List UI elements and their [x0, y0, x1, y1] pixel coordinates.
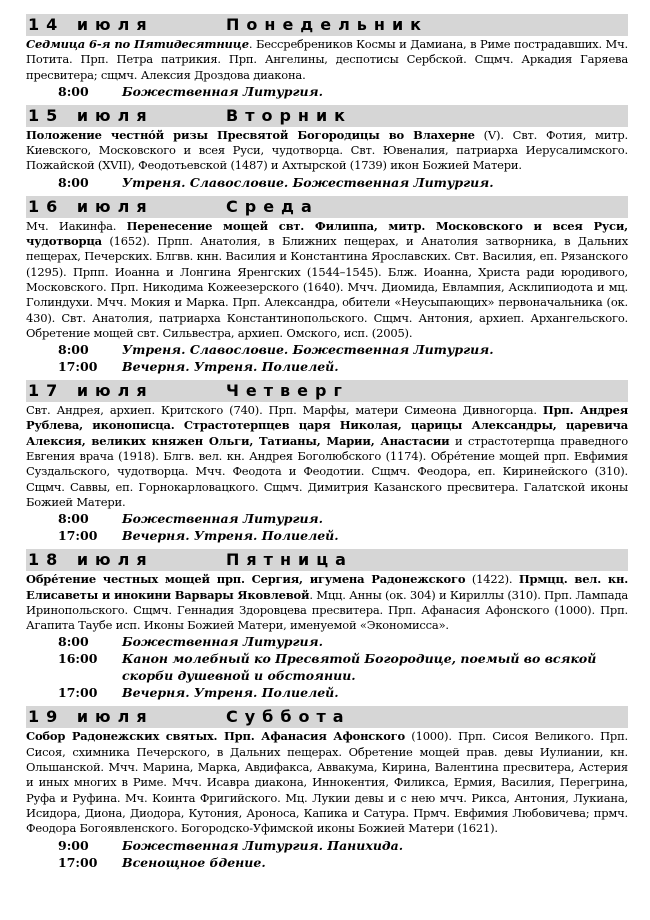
service-time: 8:00 — [58, 511, 89, 527]
service-time: 16:00 — [58, 651, 98, 667]
service-name: Всенощное бдение. — [122, 854, 266, 870]
day-header — [26, 14, 628, 36]
day-weekday: Вторник — [226, 105, 353, 125]
day-date: 17 июля — [28, 381, 154, 401]
commemoration-text: (1000). Прп. Сисоя Великого. Прп. Сисоя, схимника Печерского, в Дальних пещерах. Обретение мощей прав. девы Иулиании, кн. Ольшанской. Мчч. Марина, Марка, Авдифакса, Аввакума, Кирина, Валентина пресвитера, Астерия и иных многих в Риме. Мчч. Исавра диакона, Иннокентия, Филикса, Ермия, Василия, Перегрина, Руфа и Руфина. Мч. Коинта Фригийского. Мц. Лукии девы и с нею мчч. Рикса, Антония, Лукиана, Исидора, Диона, Диодора, Кутония, Ароноса, Капика и Сатура. Прмч. Евфимия Любовичева; прмч. Феодора Богоявленского. Богородско-Уфимской иконы Божией Матери (1621). — [26, 729, 628, 836]
feast-highlight: Обре́тение честных мощей прп. Сергия, игумена Радонежского — [26, 572, 466, 587]
service-name: Божественная Литургия. Панихида. — [122, 837, 404, 853]
day-commemorations — [26, 403, 628, 510]
service-time: 8:00 — [58, 634, 89, 650]
commemoration-text: Мч. Иакинфа. — [26, 218, 127, 233]
day-commemorations — [26, 729, 628, 836]
day-block — [26, 196, 628, 375]
service-time: 17:00 — [58, 528, 98, 544]
day-header — [26, 196, 628, 218]
day-block — [26, 380, 628, 544]
commemoration-text: . Мцц. Анны (ок. 304) и Кириллы (310). Прп. Лампада Иринопольского. Сщмч. Геннадия Здоровцева пресвитера. Прп. Афанасия Афонского (1000). Прп. Агапита Таубе исп. Иконы Божией Матери, именуемой «Экономисса». — [26, 587, 628, 633]
service-name: Божественная Литургия. — [122, 83, 323, 99]
service-time: 8:00 — [58, 174, 89, 190]
schedule-page — [26, 14, 628, 876]
service-name: Вечерня. Утреня. Полиелей. — [122, 528, 339, 544]
service-name: Вечерня. Утреня. Полиелей. — [122, 685, 339, 701]
service-row — [26, 854, 628, 871]
day-date: 18 июля — [28, 550, 154, 570]
day-weekday: Четверг — [226, 381, 349, 401]
day-block — [26, 14, 628, 100]
service-name: Божественная Литургия. — [122, 634, 323, 650]
day-weekday: Среда — [226, 196, 319, 216]
service-name: Канон молебный ко Пресвятой Богородице, поемый во всякой скорби душевной и обстоянии. — [122, 651, 597, 684]
feast-highlight: Прп. Андрея Рублева, иконописца. Страстотерпцев царя Николая, царицы Александры, царевича Алексия, великих княжен Ольги, Татианы, Марии, Анастасии — [26, 403, 628, 448]
commemoration-text: Свт. Андрея, архиеп. Критского (740). Прп. Марфы, матери Симеона Дивногорца. — [26, 403, 543, 418]
day-header — [26, 380, 628, 402]
day-weekday: Пятница — [226, 550, 353, 570]
day-block — [26, 706, 628, 870]
service-row — [26, 633, 628, 650]
day-header — [26, 549, 628, 571]
commemoration-text: (1652). Прпп. Анатолия, в Ближних пещерах, и Анатолия затворника, в Дальних пещерах, Печерских. Блгвв. кнн. Василия и Константина Ярославских. Свт. Василия, еп. Рязанского (1295). Прпп. Иоанна и Лонгина Яренгских (1544–1545). Блж. Иоанна, Христа ради юродивого, Московского. Прп. Никодима Кожеезерского (1640). Мчч. Диомида, Евлампия, Асклипиодота и мц. Голиндухи. Мчч. Мокия и Марка. Прп. Александра, обители «Неусыпающих» первоначальника (ок. 430). Свт. Анатолия, патриарха Константинопольского. Сщмч. Антония, архиеп. Архангельского. Обретение мощей свт. Сильвестра, архиеп. Омского, исп. (2005). — [26, 234, 628, 340]
day-commemorations — [26, 572, 628, 633]
service-time: 17:00 — [58, 854, 98, 870]
service-row — [26, 837, 628, 854]
service-time: 17:00 — [58, 359, 98, 375]
service-name: Утреня. Славословие. Божественная Литургия. — [122, 342, 494, 358]
service-time: 8:00 — [58, 342, 89, 358]
service-name: Утреня. Славословие. Божественная Литургия. — [122, 174, 494, 190]
service-row — [26, 684, 628, 701]
service-time: 8:00 — [58, 83, 89, 99]
day-header — [26, 706, 628, 728]
day-date: 16 июля — [28, 196, 154, 216]
service-row — [26, 510, 628, 527]
service-row — [26, 650, 628, 684]
service-row — [26, 358, 628, 375]
feast-highlight: Положение честно́й ризы Пресвятой Богородицы во Влахерне — [26, 127, 475, 142]
days-list — [26, 14, 628, 871]
day-block — [26, 105, 628, 191]
commemoration-text: . Бессребреников Космы и Дамиана, в Риме пострадавших. Мч. Потита. Прп. Петра патрикия. Прп. Ангелины, деспотисы Сербской. Сщмч. Аркадия Гаряева пресвитера; сщмч. Алексия Дроздова диакона. — [26, 37, 628, 82]
commemoration-text: (1422). — [465, 572, 519, 587]
feast-highlight: Прмцц. вел. кн. Елисаветы и инокини Варвары Яковлевой — [26, 572, 628, 602]
day-weekday: Понедельник — [226, 15, 429, 34]
service-row — [26, 527, 628, 544]
feast-highlight: Перенесение мощей свт. Филиппа, митр. Московского и всея Руси, чудотворца — [26, 218, 628, 249]
day-header — [26, 105, 628, 127]
service-time: 9:00 — [58, 837, 89, 853]
commemoration-text: (V). Свт. Фотия, митр. Киевского, Московского и всея Руси, чудотворца. Свт. Ювеналия, патриарха Иерусалимского. Пожайской (XVII), Феодотьевской (1487) и Ахтырской (1739) икон Божией Матери. — [26, 127, 628, 173]
service-name: Божественная Литургия. — [122, 511, 323, 527]
feast-highlight: Собор Радонежских святых. Прп. Афанасия Афонского — [26, 729, 405, 744]
feast-highlight: Седмица 6-я по Пятидесятнице — [26, 37, 249, 51]
service-name: Вечерня. Утреня. Полиелей. — [122, 359, 339, 375]
commemoration-text: и страстотерпца праведного Евгения врача (1918). Блгв. вел. кн. Андрея Боголюбского (1174). Обре́тение мощей прп. Евфимия Суздальского, чудотворца. Мчч. Феодота и Феодотии. Сщмч. Феодора, еп. Киринейского (310). Сщмч. Саввы, еп. Горнокарловацкого. Сщмч. Димитрия Казанского пресвитера. Галатской иконы Божией Матери. — [26, 433, 628, 509]
day-date: 19 июля — [28, 707, 154, 727]
service-time: 17:00 — [58, 685, 98, 701]
day-date: 15 июля — [28, 105, 154, 125]
day-date: 14 июля — [28, 15, 154, 34]
day-commemorations — [26, 219, 628, 341]
day-commemorations — [26, 128, 628, 174]
day-weekday: Суббота — [226, 707, 351, 727]
service-row — [26, 83, 628, 100]
day-commemorations — [26, 37, 628, 83]
service-row — [26, 174, 628, 191]
service-row — [26, 341, 628, 358]
day-block — [26, 549, 628, 701]
